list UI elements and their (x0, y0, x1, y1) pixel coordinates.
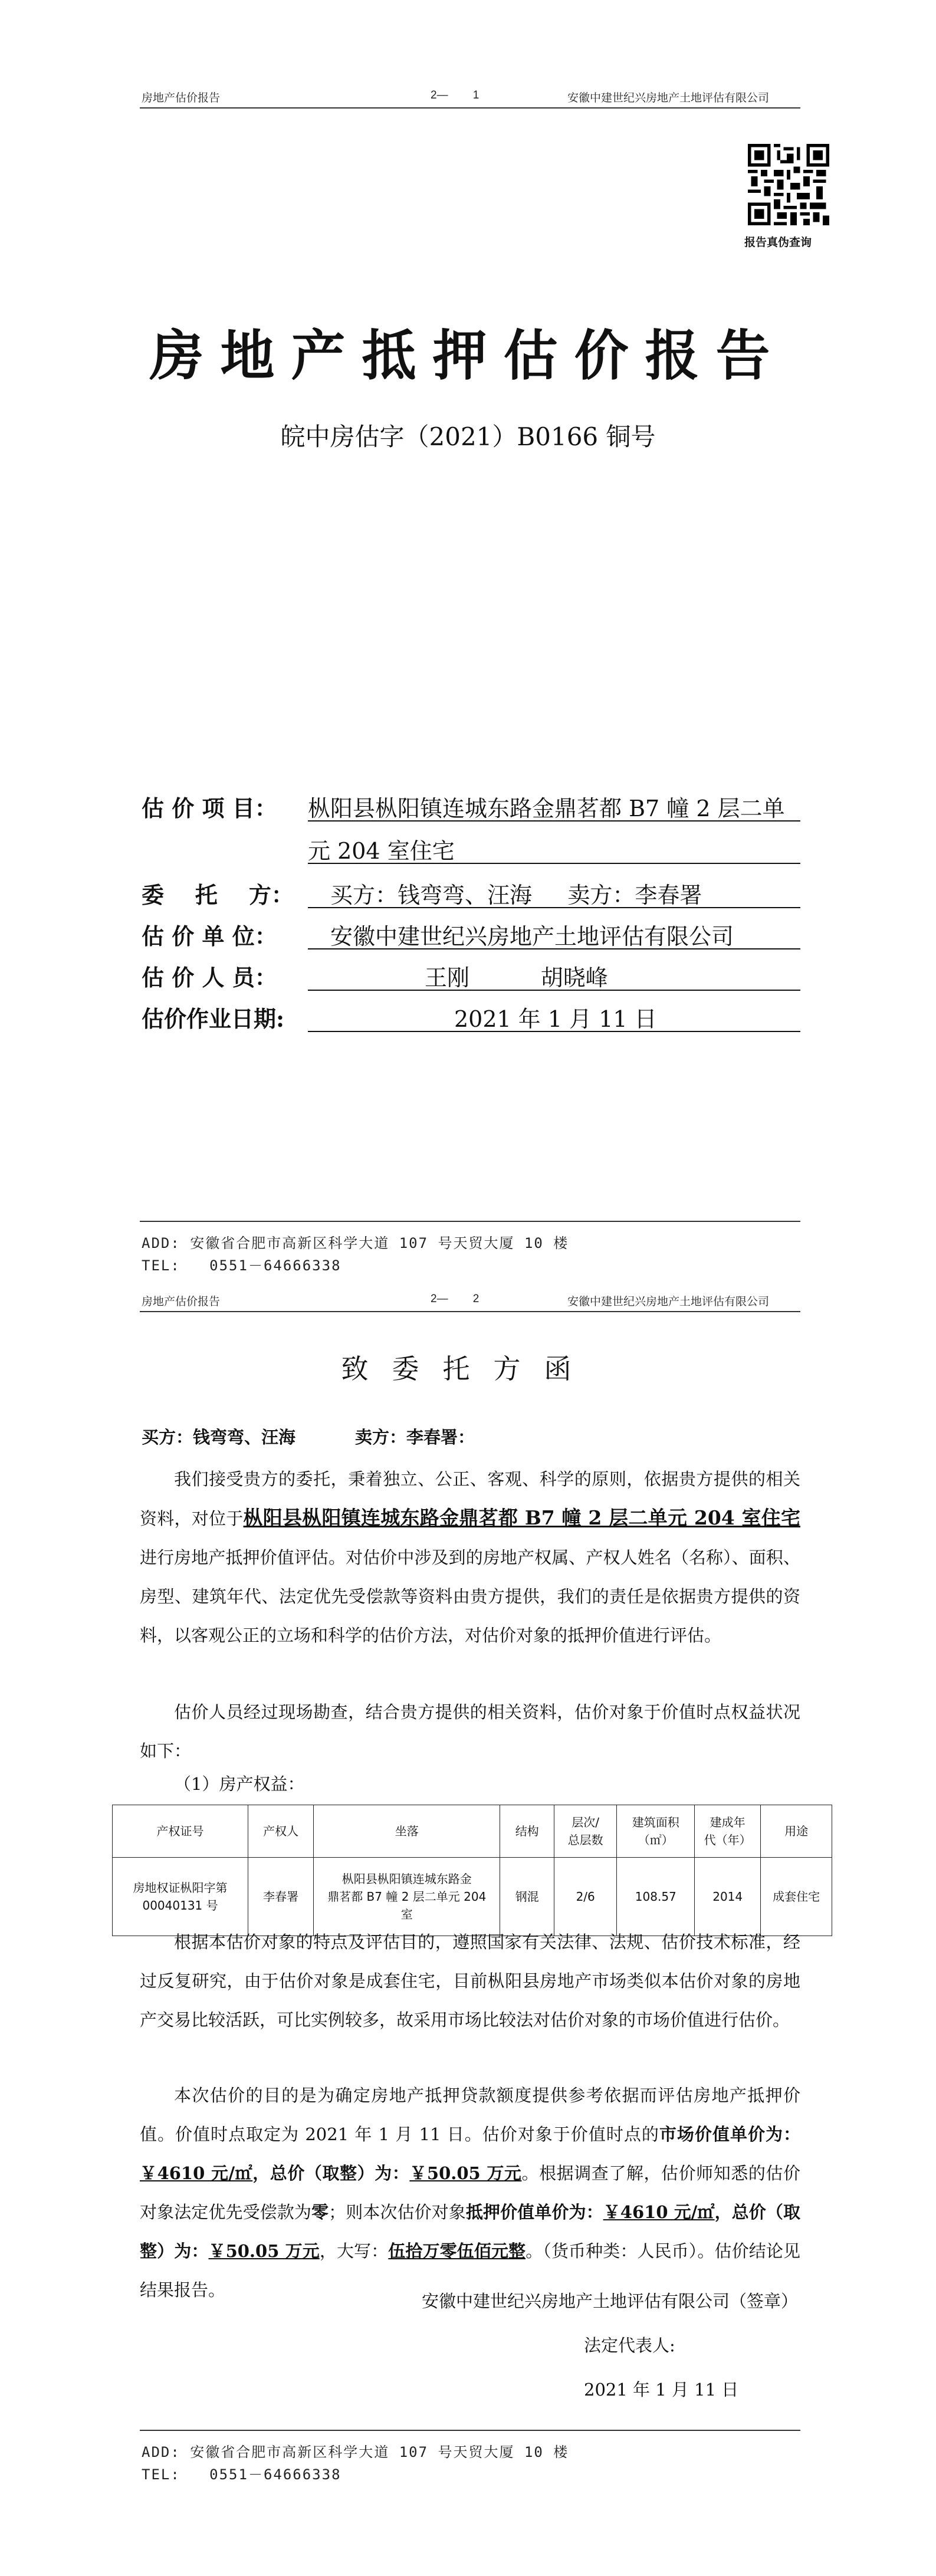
para4-text-f: 。根据调查了解，估价师知悉的估价对象法定优先受偿款为 (140, 2163, 800, 2222)
letter-parties: 买方：钱弯弯、汪海 卖方：李春署： (142, 1427, 475, 1447)
letter-title: 致委托方函 (341, 1353, 595, 1385)
td-structure: 钢混 (500, 1858, 554, 1936)
project-value-line2: 元 204 室住宅 (308, 838, 455, 864)
report-title: 房地产抵押估价报告 (149, 324, 787, 387)
paragraph-method: 根据本估价对象的特点及评估目的，遵照国家有关法律、法规、估价技术标准，经过反复研究，由于估价对象是成套住宅，目前枞阳县房地产市场类似本估价对象的房地产交易比较活跃，可比实例较多，故采用市场比较法对估价对象的市场价值进行估价。 (140, 1932, 800, 2030)
report-number: 皖中房估字（2021）B0166 铜号 (280, 422, 656, 451)
para4-market-unit-price: ￥4610 元/㎡ (140, 2163, 253, 2183)
th-usage: 用途 (761, 1805, 832, 1858)
project-label: 估 价 项 目： (142, 795, 277, 822)
property-rights-table (112, 1805, 832, 1936)
para1-property-address: 枞阳县枞阳镇连城东路金鼎茗都 B7 幢 2 层二单元 204 室住宅 (243, 1506, 800, 1529)
th-owner: 产权人 (248, 1805, 314, 1858)
signature-representative: 法定代表人: (584, 2335, 675, 2355)
staff-underline (308, 990, 800, 991)
td-cert-no: 房地权证枞阳字第 00040131 号 (113, 1858, 248, 1936)
page2-footer-address: ADD: 安徽省合肥市高新区科学大道 107 号天贸大厦 10 楼 (142, 2444, 569, 2460)
para1-text-a: 我们接受贵方的委托，秉着独立、公正、客观、科学的原则，依据贵方提供的相关资料，对位于 (140, 1469, 800, 1529)
page1-header-right: 安徽中建世纪兴房地产土地评估有限公司 (567, 92, 770, 104)
page2-header-left: 房地产估价报告 (142, 1296, 221, 1308)
project-value-line1: 枞阳县枞阳镇连城东路金鼎茗都 B7 幢 2 层二单 (308, 796, 785, 822)
para4-mortgage-unit-label: 抵押价值单价为： (465, 2202, 603, 2222)
staff-label: 估 价 人 员： (142, 964, 277, 991)
td-usage: 成套住宅 (761, 1858, 832, 1936)
para4-mortgage-unit-price: ￥4610 元/㎡ (603, 2202, 715, 2222)
table-header-row (113, 1805, 832, 1858)
td-area: 108.57 (617, 1858, 695, 1936)
qr-code-icon[interactable] (748, 144, 829, 225)
paragraph-commission (140, 1460, 800, 1655)
td-built-year: 2014 (695, 1858, 761, 1936)
client-underline (308, 907, 800, 908)
client-label: 委 托 方： (142, 882, 294, 908)
para1-text-c: 进行房地产抵押价值评估。对估价中涉及到的房地产权属、产权人姓名（名称）、面积、房型、建筑年代、法定优先受偿款等资料由贵方提供，我们的责任是依据贵方提供的资料，以客观公正的立场和科学的估价方法，对估价对象的抵押价值进行评估。 (140, 1547, 800, 1645)
page1-header-left: 房地产估价报告 (142, 92, 221, 104)
date-label: 估价作业日期: (142, 1006, 285, 1032)
qr-caption: 报告真伪查询 (744, 236, 812, 249)
page1-header-rule (140, 107, 800, 109)
page2-header-page: 2— 2 (431, 1293, 480, 1305)
para4-market-total-label: ，总价（取整）为： (252, 2163, 410, 2183)
th-structure: 结构 (500, 1805, 554, 1858)
signature-company: 安徽中建世纪兴房地产土地评估有限公司（签章） (422, 2291, 799, 2311)
staff-value: 王刚 胡晓峰 (425, 965, 608, 991)
th-cert-no: 产权证号 (113, 1805, 248, 1858)
page2-header-right: 安徽中建世纪兴房地产土地评估有限公司 (567, 1296, 770, 1308)
project-underline-1 (308, 820, 800, 822)
signature-date: 2021 年 1 月 11 日 (584, 2380, 739, 2400)
th-floor: 层次/ 总层数 (554, 1805, 616, 1858)
para4-amount-uppercase: 伍拾万零伍佰元整 (388, 2241, 526, 2261)
page1-footer-address: ADD: 安徽省合肥市高新区科学大道 107 号天贸大厦 10 楼 (142, 1235, 569, 1251)
client-value: 买方：钱弯弯、汪海 卖方：李春署 (330, 882, 702, 908)
date-value: 2021 年 1 月 11 日 (454, 1006, 657, 1032)
paragraph-conclusion (140, 2076, 800, 2309)
para4-mortgage-total-label: ，总价（取整） (140, 2202, 800, 2261)
th-area: 建筑面积 （㎡） (617, 1805, 695, 1858)
para4-text-h: ；则本次估价对象 (329, 2202, 466, 2222)
unit-value: 安徽中建世纪兴房地产土地评估有限公司 (330, 924, 734, 949)
para4-text-a: 本次估价的目的是为确定房地产抵押贷款额度提供参考依据而评估房地产抵押价值。价值时点取定为 2021 年 1 月 11 日。估价对象于价值时点的 (140, 2085, 800, 2144)
page2-footer-tel: TEL: 0551－64666338 (142, 2466, 341, 2483)
para4-text-n: ，大写： (319, 2241, 389, 2261)
page1-footer-rule (140, 1221, 800, 1222)
date-underline (308, 1031, 800, 1032)
para4-mortgage-total: ￥50.05 万元 (208, 2241, 320, 2261)
page2-header-rule (140, 1311, 800, 1312)
page1-header-page: 2— 1 (431, 89, 480, 101)
project-underline-2 (308, 863, 800, 864)
para4-priority-amount: 零 (311, 2202, 329, 2222)
th-location: 坐落 (314, 1805, 500, 1858)
rights-label: （1）房产权益： (174, 1774, 305, 1794)
page2-footer-rule (140, 2430, 800, 2431)
unit-label: 估 价 单 位： (142, 923, 277, 949)
td-location: 枞阳县枞阳镇连城东路金 鼎茗都 B7 幢 2 层二单元 204 室 (314, 1858, 500, 1936)
para4-market-total: ￥50.05 万元 (409, 2163, 522, 2183)
paragraph-inspection: 估价人员经过现场勘查，结合贵方提供的相关资料，估价对象于价值时点权益状况如下： (140, 1702, 800, 1761)
para4-market-unit-label: 市场价值单价为： (659, 2124, 800, 2144)
para4-text-p: 。（货币种类：人民币）。估价结论见结果报告。 (140, 2241, 800, 2300)
page1-footer-tel: TEL: 0551－64666338 (142, 1257, 341, 1274)
td-floor: 2/6 (554, 1858, 616, 1936)
th-built-year: 建成年 代（年） (695, 1805, 761, 1858)
unit-underline (308, 948, 800, 949)
para4-text-l: 为： (174, 2241, 209, 2261)
td-owner: 李春署 (248, 1858, 314, 1936)
